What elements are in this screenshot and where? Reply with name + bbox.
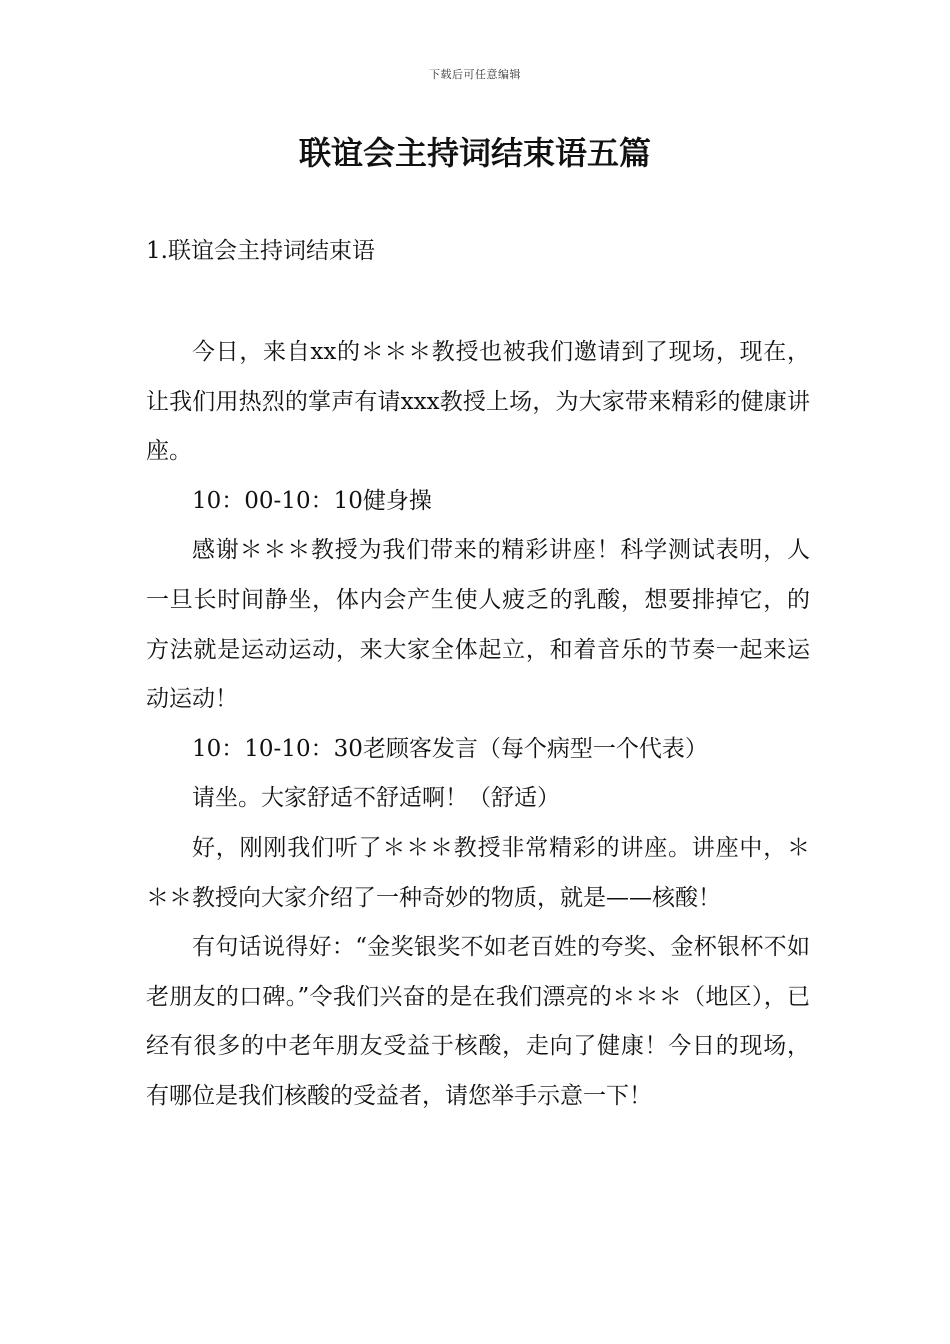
section-heading: 1.联谊会主持词结束语 [146, 238, 375, 264]
paragraph: 10：00-10：10健身操 [192, 487, 432, 514]
paragraph: 今日，来自xx的＊＊＊教授也被我们邀请到了现场，现在，让我们用热烈的掌声有请xxx教授上场，为大家带来精彩的健康讲座。 [146, 339, 810, 465]
document-title: 联谊会主持词结束语五篇 [298, 134, 651, 172]
paragraph: 有句话说得好：“金奖银奖不如老百姓的夸奖、金杯银杯不如老朋友的口碑。”令我们兴奋的是在我们漂亮的＊＊＊（地区），已经有很多的中老年朋友受益于核酸，走向了健康！今日的现场，有哪位是我们核酸的受益者，请您举手示意一下！ [146, 934, 810, 1109]
paragraph: 10：10-10：30老顾客发言（每个病型一个代表） [192, 735, 708, 762]
body-text [146, 328, 810, 1122]
paragraph: 感谢＊＊＊教授为我们带来的精彩讲座！科学测试表明，人一旦长时间静坐，体内会产生使人疲乏的乳酸，想要排掉它，的方法就是运动运动，来大家全体起立，和着音乐的节奏一起来运动运动！ [146, 537, 810, 713]
paragraph: 请坐。大家舒适不舒适啊！（舒适） [192, 785, 560, 812]
paragraph: 好，刚刚我们听了＊＊＊教授非常精彩的讲座。讲座中，＊＊＊教授向大家介绍了一种奇妙的物质，就是——核酸！ [146, 834, 810, 911]
header-note: 下载后可任意编辑 [429, 68, 521, 81]
